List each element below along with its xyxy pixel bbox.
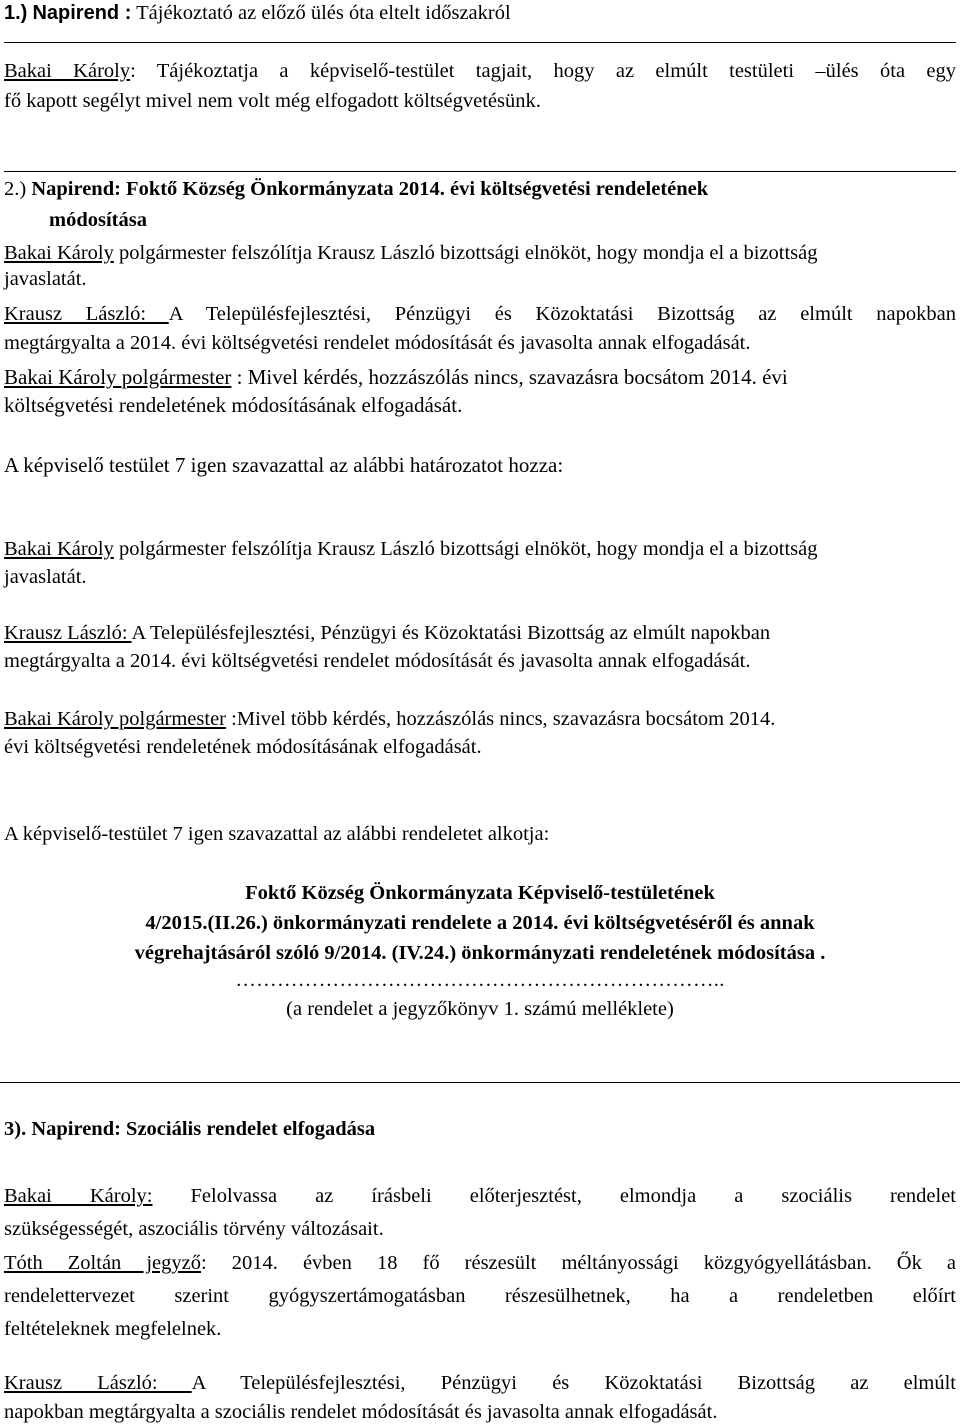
decree-annex-note: (a rendelet a jegyzőkönyv 1. számú melléklete) [286, 998, 674, 1020]
para-text: polgármester felszólítja Krausz László bizottsági elnököt, hogy mondja el a bizottság [113, 538, 818, 560]
section-1-number: 1.) [4, 2, 28, 24]
para-text: A Településfejlesztési, Pénzügyi és Közoktatási Bizottság az elmúlt napokban [168, 303, 956, 325]
section-2-title-line1: Napirend: Foktő Község Önkormányzata 2014. évi költségvetési rendeletének [31, 178, 709, 200]
section-2-para-2-line2: megtárgyalta a 2014. évi költségvetési rendelet módosítását és javasolta annak elfogadását. [4, 332, 751, 354]
section-2-divider [4, 171, 956, 172]
speaker-name: Bakai Károly [4, 538, 114, 560]
section-3-para-3-line2: napokban megtárgyalta a szociális rendelet módosítását és javasolta annak elfogadását. [4, 1401, 718, 1423]
section-3-heading [4, 1114, 956, 1144]
para-text: : 2014. évben 18 fő részesült méltányossági közgyógyellátásban. Ők a [201, 1252, 956, 1274]
section-2-para-5-line2: megtárgyalta a 2014. évi költségvetési rendelet módosítását és javasolta annak elfogadását. [4, 650, 751, 672]
section-1-para-line2: fő kapott segélyt mivel nem volt még elfogadott költségvetésünk. [4, 90, 541, 112]
section-2-vote-1: A képviselő testület 7 igen szavazattal az alábbi határozatot hozza: [4, 453, 564, 477]
decree-title-line3: végrehajtásáról szóló 9/2014. (IV.24.) önkormányzati rendeletének módosítása . [134, 942, 826, 964]
section-2-title-line2: módosítása [49, 209, 147, 231]
section-2-para-4-line1 [4, 534, 956, 564]
section-3-para-1-line1 [4, 1181, 956, 1211]
speaker-name: Bakai Károly: [4, 1185, 153, 1207]
section-2-para-3-line1 [4, 362, 956, 392]
section-2-para-6-line1 [4, 704, 956, 734]
section-3-title: Napirend: Szociális rendelet elfogadása [31, 1118, 376, 1140]
section-2-para-5-line1 [4, 618, 956, 648]
section-1-heading [4, 0, 956, 28]
para-text: Felolvassa az írásbeli előterjesztést, elmondja a szociális rendelet [152, 1185, 956, 1207]
para-text: A Településfejlesztési, Pénzügyi és Közoktatási Bizottság az elmúlt napokban [131, 622, 771, 644]
decree-dots: …………………………………………………………….. [235, 969, 725, 991]
section-3-para-1-line2: szükségességét, aszociális törvény változásait. [4, 1218, 384, 1240]
section-3-para-2-line3: feltételeknek megfelelnek. [4, 1318, 222, 1340]
section-2-para-6-line2: évi költségvetési rendeletének módosításának elfogadását. [4, 736, 482, 758]
speaker-name: Bakai Károly [4, 242, 114, 264]
section-3-para-2-line2: rendelettervezet szerint gyógyszertámogatásban részesülhetnek, ha a rendeletben előírt [4, 1285, 956, 1307]
section-1-para-line1 [4, 56, 956, 86]
para-text: : Mivel kérdés, hozzászólás nincs, szavazásra bocsátom 2014. évi [231, 365, 788, 389]
para-text: A Településfejlesztési, Pénzügyi és Közoktatási Bizottság az elmúlt [191, 1372, 957, 1394]
para-text: :Mivel több kérdés, hozzászólás nincs, szavazásra bocsátom 2014. [226, 708, 776, 730]
section-2-para-1-line2: javaslatát. [4, 268, 87, 290]
section-1-divider [4, 42, 956, 43]
para-text: : Tájékoztatja a képviselő-testület tagjait, hogy az elmúlt testületi –ülés óta egy [130, 60, 956, 82]
section-1-label: Napirend : [32, 2, 132, 24]
speaker-name: Bakai Károly [4, 60, 131, 82]
decree-title-line1: Foktő Község Önkormányzata Képviselő-testületének [245, 882, 715, 904]
section-2-para-3-line2: költségvetési rendeletének módosításának elfogadását. [4, 393, 463, 417]
section-2-para-2-line1 [4, 299, 956, 329]
section-3-para-3-line1 [4, 1368, 956, 1398]
speaker-name: Krausz László: [4, 303, 169, 325]
section-2-number: 2.) [4, 178, 27, 200]
section-3-number: 3). [4, 1118, 27, 1140]
section-3-para-2-line1 [4, 1248, 956, 1278]
speaker-name: Bakai Károly polgármester [4, 708, 227, 730]
speaker-name: Bakai Károly polgármester [4, 365, 232, 389]
speaker-name: Tóth Zoltán jegyző [4, 1252, 201, 1274]
speaker-name: Krausz László: [4, 622, 132, 644]
section-2-vote-2: A képviselő-testület 7 igen szavazattal az alábbi rendeletet alkotja: [4, 823, 550, 845]
para-text: polgármester felszólítja Krausz László bizottsági elnököt, hogy mondja el a bizottság [113, 242, 818, 264]
section-2-para-4-line2: javaslatát. [4, 566, 87, 588]
section-2-heading [4, 174, 956, 204]
decree-title-line2: 4/2015.(II.26.) önkormányzati rendelete a 2014. évi költségvetéséről és annak [145, 912, 815, 934]
section-1-title: Tájékoztató az előző ülés óta eltelt időszakról [136, 2, 511, 24]
section-3-divider [0, 1082, 960, 1083]
speaker-name: Krausz László: [4, 1372, 192, 1394]
